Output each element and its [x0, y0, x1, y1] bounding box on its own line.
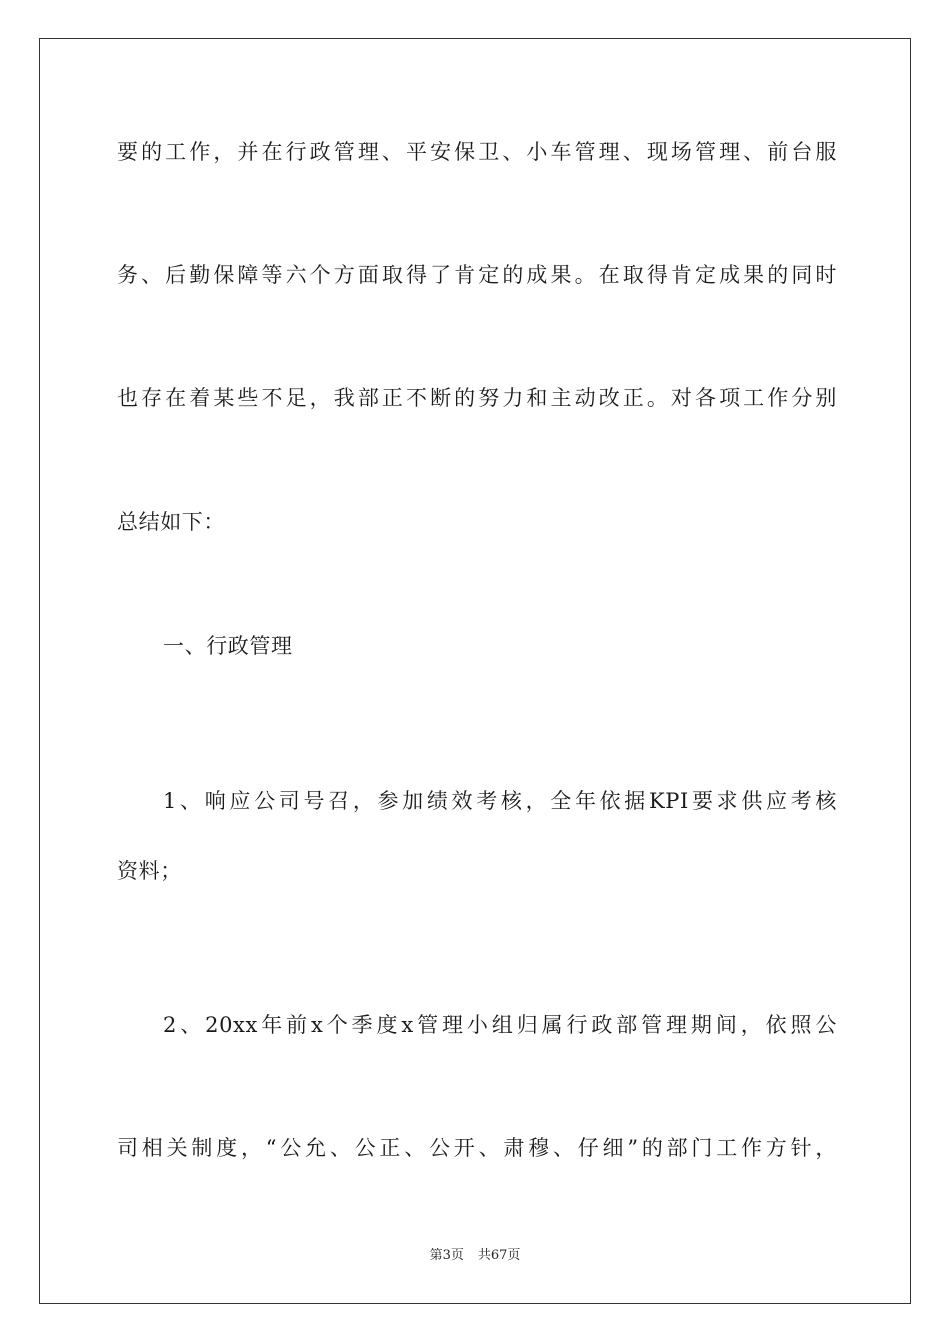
list-item-1-line-1: 1、响应公司号召，参加绩效考核，全年依据KPI要求供应考核 [163, 789, 837, 813]
page-total: 共67页 [477, 1248, 521, 1263]
page-footer [0, 1247, 950, 1265]
body-text-line-3: 也存在着某些不足，我部正不断的努力和主动改正。对各项工作分别 [117, 386, 837, 410]
list-item-2-line-2: 司相关制度，“公允、公正、公开、肃穆、仔细”的部门工作方针， [117, 1136, 837, 1160]
list-item-2-line-1: 2、20xx年前x个季度x管理小组归属行政部管理期间，依照公 [163, 1013, 837, 1037]
body-text-line-2: 务、后勤保障等六个方面取得了肯定的成果。在取得肯定成果的同时 [117, 263, 837, 287]
page-border [39, 38, 911, 1304]
body-text-line-4: 总结如下： [117, 510, 225, 534]
section-heading: 一、行政管理 [163, 634, 293, 658]
list-item-1-line-2: 资料； [117, 859, 182, 883]
body-text-line-1: 要的工作，并在行政管理、平安保卫、小车管理、现场管理、前台服 [117, 140, 837, 164]
page-number: 第3页 [429, 1248, 464, 1263]
